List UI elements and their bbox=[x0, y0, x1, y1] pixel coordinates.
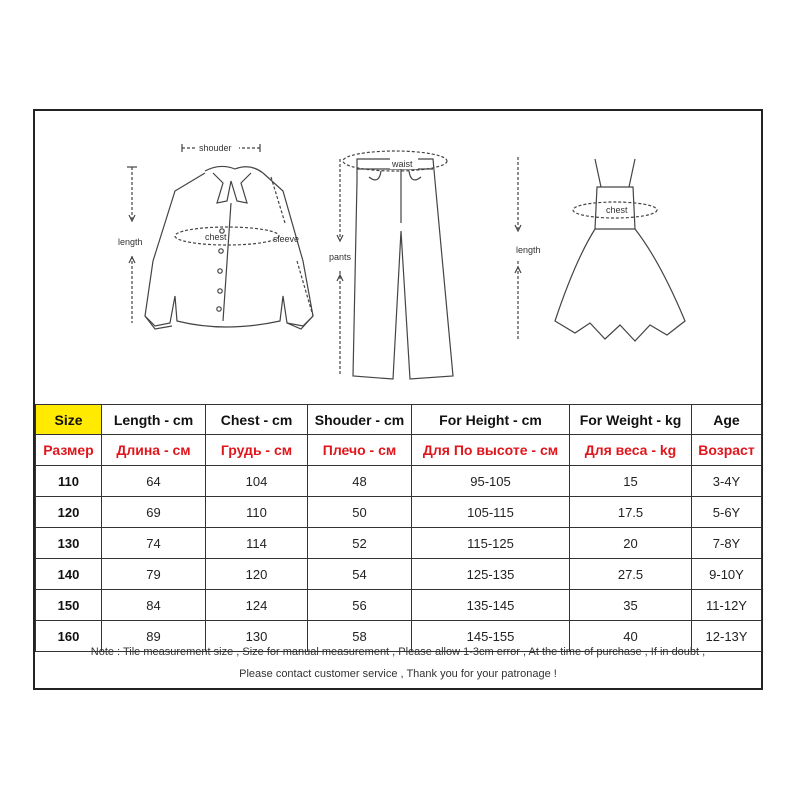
header-size-ru: Размер bbox=[36, 435, 102, 466]
header-weight: For Weight - kg bbox=[570, 405, 692, 435]
size-table bbox=[35, 404, 762, 652]
weight-cell: 17.5 bbox=[570, 497, 692, 528]
chest-cell: 110 bbox=[206, 497, 308, 528]
header-chest-ru: Грудь - см bbox=[206, 435, 308, 466]
height-cell: 145-155 bbox=[412, 621, 570, 652]
garment-illustrations bbox=[35, 111, 761, 404]
dress-illustration bbox=[555, 159, 685, 341]
header-weight-ru: Для веса - kg bbox=[570, 435, 692, 466]
size-cell: 120 bbox=[36, 497, 102, 528]
size-cell: 130 bbox=[36, 528, 102, 559]
sleeve-label: sleeve bbox=[273, 234, 300, 244]
shoulder-cell: 52 bbox=[308, 528, 412, 559]
chest-cell: 104 bbox=[206, 466, 308, 497]
weight-cell: 40 bbox=[570, 621, 692, 652]
age-cell: 9-10Y bbox=[692, 559, 762, 590]
shoulder-cell: 56 bbox=[308, 590, 412, 621]
header-age: Age bbox=[692, 405, 762, 435]
dress-length-label: length bbox=[516, 245, 541, 255]
chest-cell: 130 bbox=[206, 621, 308, 652]
table-row bbox=[36, 466, 762, 497]
pants-label: pants bbox=[329, 252, 352, 262]
header-height: For Height - cm bbox=[412, 405, 570, 435]
table-row bbox=[36, 590, 762, 621]
header-row-english bbox=[36, 405, 762, 435]
age-cell: 3-4Y bbox=[692, 466, 762, 497]
pants-illustration bbox=[343, 151, 453, 379]
shoulder-cell: 58 bbox=[308, 621, 412, 652]
header-length-ru: Длина - см bbox=[102, 435, 206, 466]
weight-cell: 35 bbox=[570, 590, 692, 621]
header-age-ru: Возраст bbox=[692, 435, 762, 466]
length-cell: 84 bbox=[102, 590, 206, 621]
note-line-1: Note : Tile measurement size , Size for manual measurement , Please allow 1-3cm error , At the time of purchase , If in doubt , bbox=[90, 646, 706, 658]
shirt-illustration bbox=[145, 166, 313, 329]
header-row-russian bbox=[36, 435, 762, 466]
weight-cell: 15 bbox=[570, 466, 692, 497]
length-cell: 79 bbox=[102, 559, 206, 590]
age-cell: 11-12Y bbox=[692, 590, 762, 621]
dress-chest-label: chest bbox=[606, 205, 628, 215]
shirt-length-label: length bbox=[118, 237, 143, 247]
length-cell: 64 bbox=[102, 466, 206, 497]
header-size: Size bbox=[36, 405, 102, 435]
shoulder-cell: 48 bbox=[308, 466, 412, 497]
chest-cell: 120 bbox=[206, 559, 308, 590]
header-height-ru: Для По высоте - см bbox=[412, 435, 570, 466]
age-cell: 12-13Y bbox=[692, 621, 762, 652]
garment-drawing bbox=[35, 111, 761, 404]
shoulder-label: shouder bbox=[199, 143, 232, 153]
shoulder-cell: 54 bbox=[308, 559, 412, 590]
age-cell: 5-6Y bbox=[692, 497, 762, 528]
height-cell: 115-125 bbox=[412, 528, 570, 559]
waist-label: waist bbox=[392, 159, 413, 169]
header-shoulder-ru: Плечо - см bbox=[308, 435, 412, 466]
length-cell: 74 bbox=[102, 528, 206, 559]
weight-cell: 27.5 bbox=[570, 559, 692, 590]
length-cell: 69 bbox=[102, 497, 206, 528]
height-cell: 125-135 bbox=[412, 559, 570, 590]
header-length: Length - cm bbox=[102, 405, 206, 435]
measurement-note bbox=[35, 638, 761, 690]
height-cell: 135-145 bbox=[412, 590, 570, 621]
header-chest: Chest - cm bbox=[206, 405, 308, 435]
size-cell: 140 bbox=[36, 559, 102, 590]
table-row bbox=[36, 528, 762, 559]
chest-cell: 124 bbox=[206, 590, 308, 621]
chest-cell: 114 bbox=[206, 528, 308, 559]
height-cell: 95-105 bbox=[412, 466, 570, 497]
size-cell: 110 bbox=[36, 466, 102, 497]
age-cell: 7-8Y bbox=[692, 528, 762, 559]
table-row bbox=[36, 559, 762, 590]
table-row bbox=[36, 497, 762, 528]
size-chart-frame bbox=[33, 109, 763, 690]
length-cell: 89 bbox=[102, 621, 206, 652]
weight-cell: 20 bbox=[570, 528, 692, 559]
shirt-chest-label: chest bbox=[205, 232, 227, 242]
shoulder-cell: 50 bbox=[308, 497, 412, 528]
height-cell: 105-115 bbox=[412, 497, 570, 528]
note-line-2: Please contact customer service , Thank you for your patronage ! bbox=[239, 668, 557, 680]
size-cell: 150 bbox=[36, 590, 102, 621]
header-shoulder: Shouder - cm bbox=[308, 405, 412, 435]
size-cell: 160 bbox=[36, 621, 102, 652]
